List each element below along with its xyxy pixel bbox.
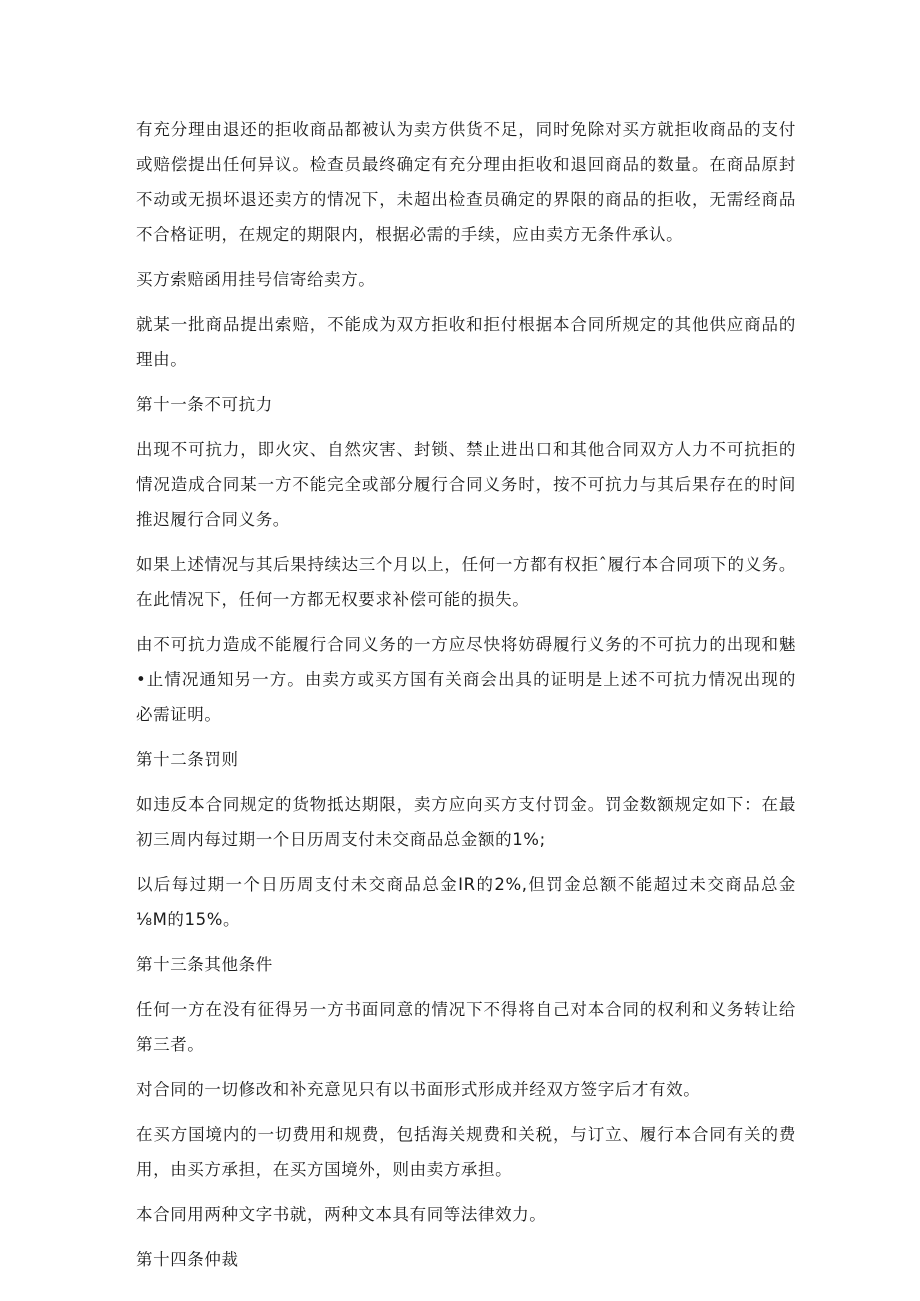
paragraph-force-majeure-notice: 由不可抗力造成不能履行合同义务的一方应尽快将妨碍履行义务的不可抗力的出现和魅•止情况通知另一方。由卖方或买方国有关商会出具的证明是上述不可抗力情况出现的必需证明。 — [136, 635, 796, 724]
paragraph-languages: 本合同用两种文字书就，两种文本具有同等法律效力。 — [136, 1205, 547, 1224]
paragraph-claim-batch: 就某一批商品提出索赔，不能成为双方拒收和拒付根据本合同所规定的其他供应商品的理由。 — [136, 315, 796, 369]
paragraph-fees: 在买方国境内的一切费用和规费，包括海关规费和关税，与订立、履行本合同有关的费用，由买方承担，在买方国境外，则由卖方承担。 — [136, 1125, 796, 1179]
paragraph-penalty-later: 以后每过期一个日历周支付未交商品总金IR的2%,但罚金总额不能超过未交商品总金⅛M的15%。 — [136, 875, 796, 929]
section-heading-11: 第十一条不可抗力 — [136, 395, 273, 414]
document-page — [136, 112, 796, 1287]
paragraph-force-majeure-definition: 出现不可抗力，即火灾、自然灾害、封锁、禁止进出口和其他合同双方人力不可抗拒的情况造成合同某一方不能完全或部分履行合同义务时，按不可抗力与其后果存在的时间推迟履行合同义务。 — [136, 440, 796, 529]
section-heading-12: 第十二条罚则 — [136, 750, 239, 769]
section-heading-13: 第十三条其他条件 — [136, 955, 273, 974]
paragraph-penalty-first: 如违反本合同规定的货物抵达期限，卖方应向买方支付罚金。罚金数额规定如下：在最初三周内每过期一个日历周支付未交商品总金额的1%; — [136, 795, 796, 849]
paragraph-rejected-goods: 有充分理由退还的拒收商品都被认为卖方供货不足，同时免除对买方就拒收商品的支付或赔偿提出任何异议。检查员最终确定有充分理由拒收和退回商品的数量。在商品原封不动或无损坏退还卖方的情况下，未超出检查员确定的界限的商品的拒收，无需经商品不合格证明，在规定的期限内，根据必需的手续，应由卖方无条件承认。 — [136, 120, 796, 244]
section-heading-14: 第十四条仲裁 — [136, 1250, 239, 1269]
paragraph-amendments: 对合同的一切修改和补充意见只有以书面形式形成并经双方签字后才有效。 — [136, 1080, 701, 1099]
paragraph-force-majeure-duration: 如果上述情况与其后果持续达三个月以上，任何一方都有权拒ˆ履行本合同项下的义务。在此情况下，任何一方都无权要求补偿可能的损失。 — [136, 555, 796, 609]
paragraph-assignment: 任何一方在没有征得另一方书面同意的情况下不得将自己对本合同的权利和义务转让给第三者。 — [136, 1000, 796, 1054]
paragraph-claim-letter: 买方索赔函用挂号信寄给卖方。 — [136, 270, 376, 289]
